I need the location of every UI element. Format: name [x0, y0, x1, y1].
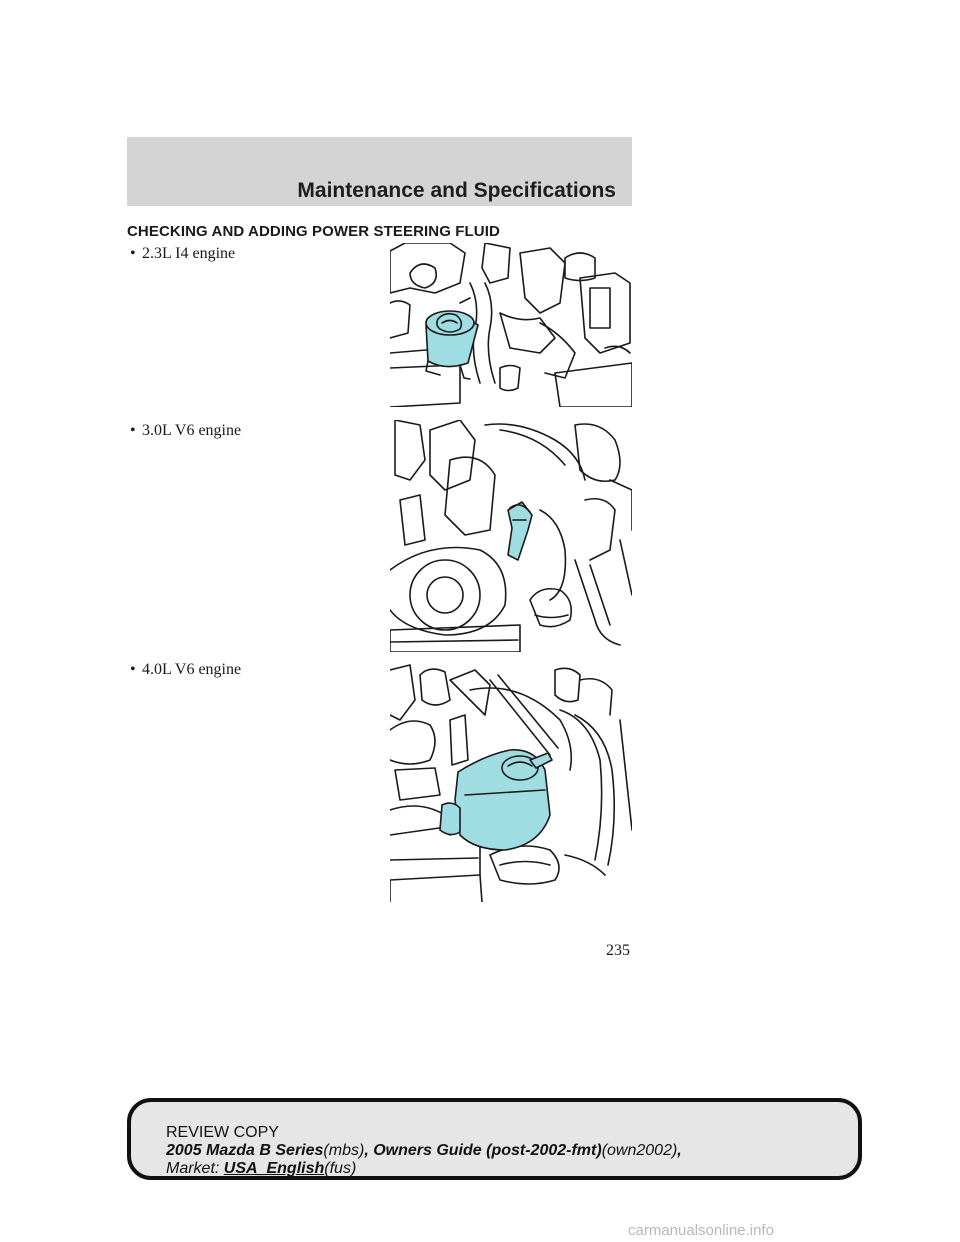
review-copy-label: REVIEW COPY: [166, 1124, 279, 1141]
market-label: Market:: [166, 1160, 220, 1177]
review-copy-model-line: [166, 1142, 682, 1160]
engine-illustration-3-0l: [390, 420, 632, 652]
engine-item-4-0l: [130, 661, 241, 679]
engine-illustration-4-0l: [390, 660, 632, 902]
bullet-icon: •: [130, 661, 136, 678]
review-copy-market-line: [166, 1160, 682, 1178]
separator: ,: [364, 1142, 374, 1159]
guide-name: Owners Guide (post-2002-fmt): [373, 1142, 602, 1159]
engine-item-2-3l: [130, 245, 235, 263]
model-code: (mbs): [323, 1142, 365, 1159]
watermark: carmanualsonline.info: [628, 1222, 774, 1239]
engine-label: 4.0L V6 engine: [142, 661, 242, 678]
review-copy-box: [127, 1098, 862, 1180]
engine-illustration-2-3l: [390, 243, 632, 407]
guide-code: (own2002): [601, 1142, 678, 1159]
engine-item-3-0l: [130, 422, 241, 440]
section-heading: CHECKING AND ADDING POWER STEERING FLUID: [127, 223, 500, 240]
bullet-icon: •: [130, 245, 136, 262]
market-value: USA_English: [223, 1160, 325, 1177]
page-number: 235: [606, 942, 630, 959]
review-copy-text: [166, 1124, 682, 1178]
model-name: 2005 Mazda B Series: [166, 1142, 324, 1159]
market-code: (fus): [324, 1160, 357, 1177]
bullet-icon: •: [130, 422, 136, 439]
header-band: [127, 137, 632, 206]
separator: ,: [677, 1142, 682, 1159]
page-section-title: Maintenance and Specifications: [297, 179, 616, 202]
engine-label: 3.0L V6 engine: [142, 422, 242, 439]
engine-label: 2.3L I4 engine: [142, 245, 236, 262]
